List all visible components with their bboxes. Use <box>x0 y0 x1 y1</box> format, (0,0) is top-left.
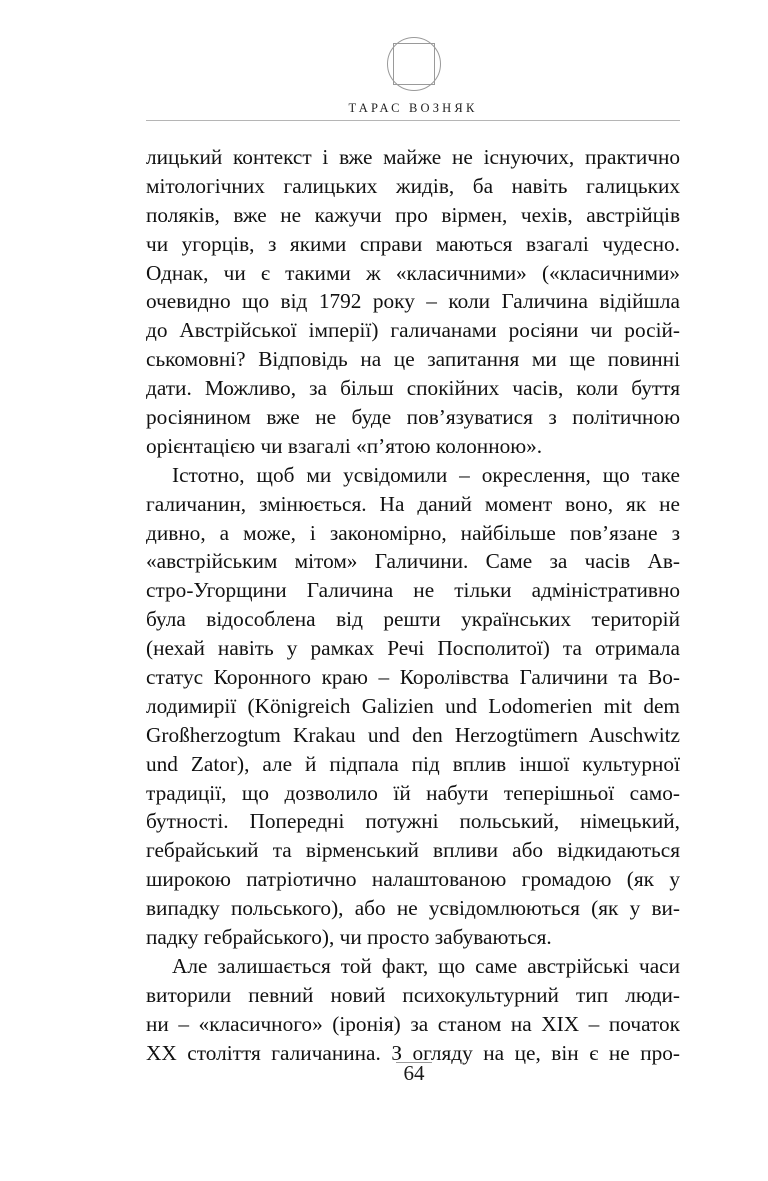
text-line: поляків, вже не кажучи про вірмен, чехів, австрійців <box>146 202 680 227</box>
header-rule <box>146 120 680 121</box>
text-line: XX століття галичанина. З огляду на це, він є не про- <box>146 1040 680 1065</box>
text-line: широкою патріотично налаштованою громадою (як у <box>146 867 680 892</box>
text-line: (нехай навіть у рамках Речі Посполитої) та отримала <box>146 636 680 661</box>
text-line: традиції, що дозволило їй набути теперішньої само- <box>146 780 680 805</box>
text-line: очевидно що від 1792 року – коли Галичина відійшла <box>146 289 680 314</box>
page-number: 64 <box>403 1061 425 1085</box>
text-line: орієнтацією чи взагалі «п’ятою колонною». <box>146 433 543 458</box>
text-line: Однак, чи є такими ж «класичними» («класичними» <box>146 260 680 285</box>
text-line: галичанин, змінюється. На даний момент воно, як не <box>146 491 680 516</box>
running-head-author: ТАРАС ВОЗНЯК <box>348 101 478 115</box>
text-line: Großherzogtum Krakau und den Herzogtümern Auschwitz <box>146 722 680 747</box>
text-line: лицький контекст і вже майже не існуючих, практично <box>146 145 680 169</box>
paragraph-start-line: Істотно, щоб ми усвідомили – окреслення, що таке <box>172 462 680 487</box>
paragraph-start-line: Але залишається той факт, що саме австрійські часи <box>172 953 680 978</box>
text-line: падку гебрайського), чи просто забуваються. <box>146 925 552 950</box>
text-line: дивно, а може, і закономірно, найбільше пов’язане з <box>146 520 680 545</box>
text-line: випадку польського), або не усвідомлюються (як у ви- <box>146 896 680 921</box>
text-line: ськомовні? Відповідь на це запитання ми ще повинні <box>146 347 680 372</box>
body-text <box>146 143 680 1068</box>
text-line: була відособлена від решти українських територій <box>146 607 680 632</box>
circle-square-emblem-icon <box>386 36 442 92</box>
text-line: статус Коронного краю – Королівства Галичини та Во- <box>146 665 680 690</box>
text-line: дати. Можливо, за більш спокійних часів, коли буття <box>146 376 680 401</box>
text-line: бутності. Попередні потужні польський, німецький, <box>146 809 680 834</box>
text-line: мітологічних галицьких жидів, ба навіть галицьких <box>146 173 680 198</box>
text-line: гебрайський та вірменський впливи або відкидаються <box>146 838 680 863</box>
text-line: виторили певний новий психокультурний тип люди- <box>146 982 680 1007</box>
text-line: до Австрійської імперії) галичанами росіяни чи росій- <box>146 318 680 343</box>
text-line: und Zator), але й підпала під вплив іншої культурної <box>146 751 680 776</box>
text-line: стро-Угорщини Галичина не тільки адміністративно <box>146 578 680 603</box>
text-line: ни – «класичного» (іронія) за станом на XIX – початок <box>146 1011 680 1036</box>
text-line: чи угорців, з якими справи маються взагалі чудесно. <box>146 231 680 256</box>
text-line: лодимирії (Königreich Galizien und Lodomerien mit dem <box>146 693 680 718</box>
text-line: росіянином вже не буде пов’язуватися з політичною <box>146 405 680 430</box>
text-line: «австрійським мітом» Галичини. Саме за часів Ав- <box>146 549 680 574</box>
